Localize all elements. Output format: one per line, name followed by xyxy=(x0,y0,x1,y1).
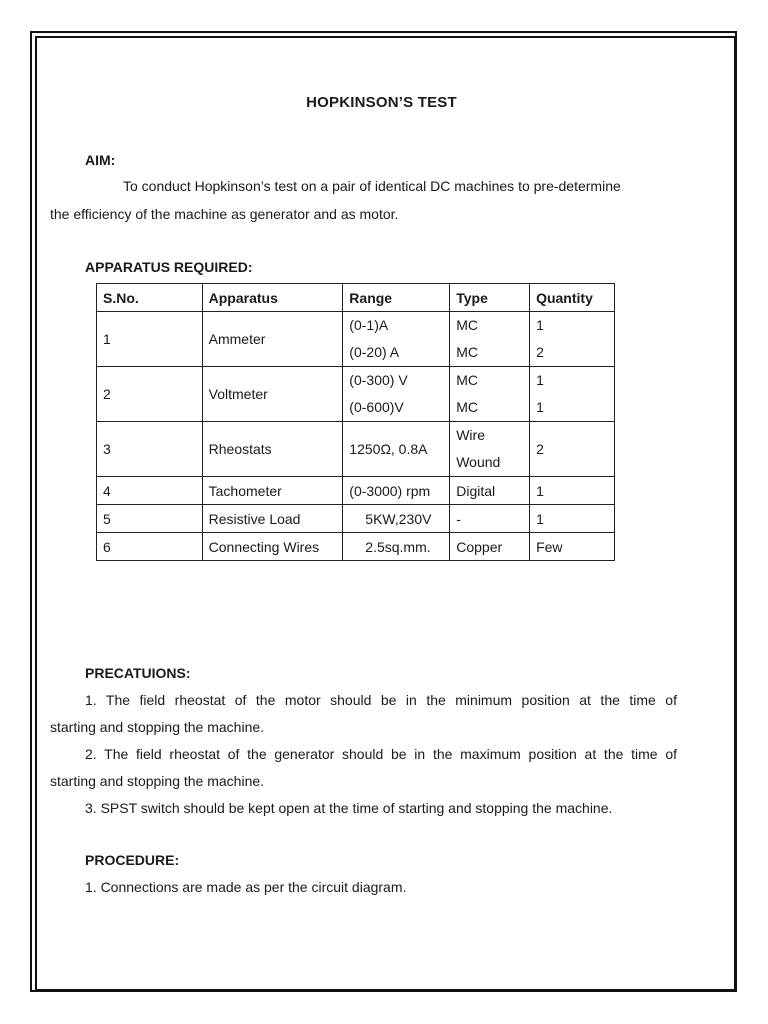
table-row xyxy=(97,505,615,533)
apparatus-table xyxy=(96,283,615,561)
cell-type xyxy=(450,367,530,422)
type-line: MC xyxy=(456,372,478,388)
cell-apparatus: Ammeter xyxy=(202,312,343,367)
cell-sno: 3 xyxy=(97,422,203,477)
cell-type xyxy=(450,312,530,367)
qty-line: 2 xyxy=(536,344,544,360)
range-line: (0-1)A xyxy=(349,317,389,333)
table-row xyxy=(97,422,615,477)
type-line: Wound xyxy=(456,454,501,470)
cell-quantity: 2 xyxy=(530,422,615,477)
type-line: MC xyxy=(456,344,478,360)
cell-sno: 2 xyxy=(97,367,203,422)
cell-quantity: Few xyxy=(530,533,615,561)
aim-text-line1: To conduct Hopkinson’s test on a pair of identical DC machines to pre-determine xyxy=(123,178,621,194)
range-line: (0-600)V xyxy=(349,399,404,415)
table-row xyxy=(97,367,615,422)
cell-type: - xyxy=(450,505,530,533)
cell-quantity: 1 xyxy=(530,477,615,505)
table-row xyxy=(97,477,615,505)
cell-type: Copper xyxy=(450,533,530,561)
cell-range: (0-3000) rpm xyxy=(343,477,450,505)
type-line: MC xyxy=(456,317,478,333)
cell-quantity: 1 xyxy=(530,505,615,533)
cell-apparatus: Voltmeter xyxy=(202,367,343,422)
qty-line: 1 xyxy=(536,317,544,333)
cell-range xyxy=(343,312,450,367)
cell-range: 5KW,230V xyxy=(343,505,450,533)
precaution-2-line2: starting and stopping the machine. xyxy=(50,773,265,789)
cell-apparatus: Connecting Wires xyxy=(202,533,343,561)
cell-sno: 5 xyxy=(97,505,203,533)
cell-range: 2.5sq.mm. xyxy=(343,533,450,561)
range-line: (0-300) V xyxy=(349,372,408,388)
cell-sno: 4 xyxy=(97,477,203,505)
column-header-apparatus: Apparatus xyxy=(202,284,343,312)
cell-range: 1250Ω, 0.8A xyxy=(343,422,450,477)
precaution-1-line1: 1. The field rheostat of the motor should be in the minimum position at the time of xyxy=(85,692,677,708)
cell-apparatus: Rheostats xyxy=(202,422,343,477)
precautions-heading: PRECATUIONS: xyxy=(85,665,191,681)
procedure-heading: PROCEDURE: xyxy=(85,852,180,868)
qty-line: 1 xyxy=(536,399,544,415)
document-title: HOPKINSON’S TEST xyxy=(306,94,457,111)
precaution-1-line2: starting and stopping the machine. xyxy=(50,719,265,735)
table-header-row xyxy=(97,284,615,312)
precaution-3: 3. SPST switch should be kept open at the time of starting and stopping the machine. xyxy=(85,800,613,816)
table-row xyxy=(97,312,615,367)
cell-sno: 1 xyxy=(97,312,203,367)
apparatus-heading: APPARATUS REQUIRED: xyxy=(85,259,253,275)
column-header-sno: S.No. xyxy=(97,284,203,312)
aim-heading: AIM: xyxy=(85,152,116,168)
column-header-quantity: Quantity xyxy=(530,284,615,312)
column-header-range: Range xyxy=(343,284,450,312)
cell-apparatus: Tachometer xyxy=(202,477,343,505)
procedure-step-1: 1. Connections are made as per the circuit diagram. xyxy=(85,879,407,895)
type-line: Wire xyxy=(456,427,485,443)
cell-quantity xyxy=(530,312,615,367)
cell-type xyxy=(450,422,530,477)
cell-sno: 6 xyxy=(97,533,203,561)
qty-line: 1 xyxy=(536,372,544,388)
precaution-2-line1: 2. The field rheostat of the generator should be in the maximum position at the time of xyxy=(85,746,677,762)
cell-type: Digital xyxy=(450,477,530,505)
table-row xyxy=(97,533,615,561)
cell-quantity xyxy=(530,367,615,422)
column-header-type: Type xyxy=(450,284,530,312)
cell-range xyxy=(343,367,450,422)
range-line: (0-20) A xyxy=(349,344,400,360)
aim-text-line2: the efficiency of the machine as generator and as motor. xyxy=(50,206,399,222)
type-line: MC xyxy=(456,399,478,415)
cell-apparatus: Resistive Load xyxy=(202,505,343,533)
